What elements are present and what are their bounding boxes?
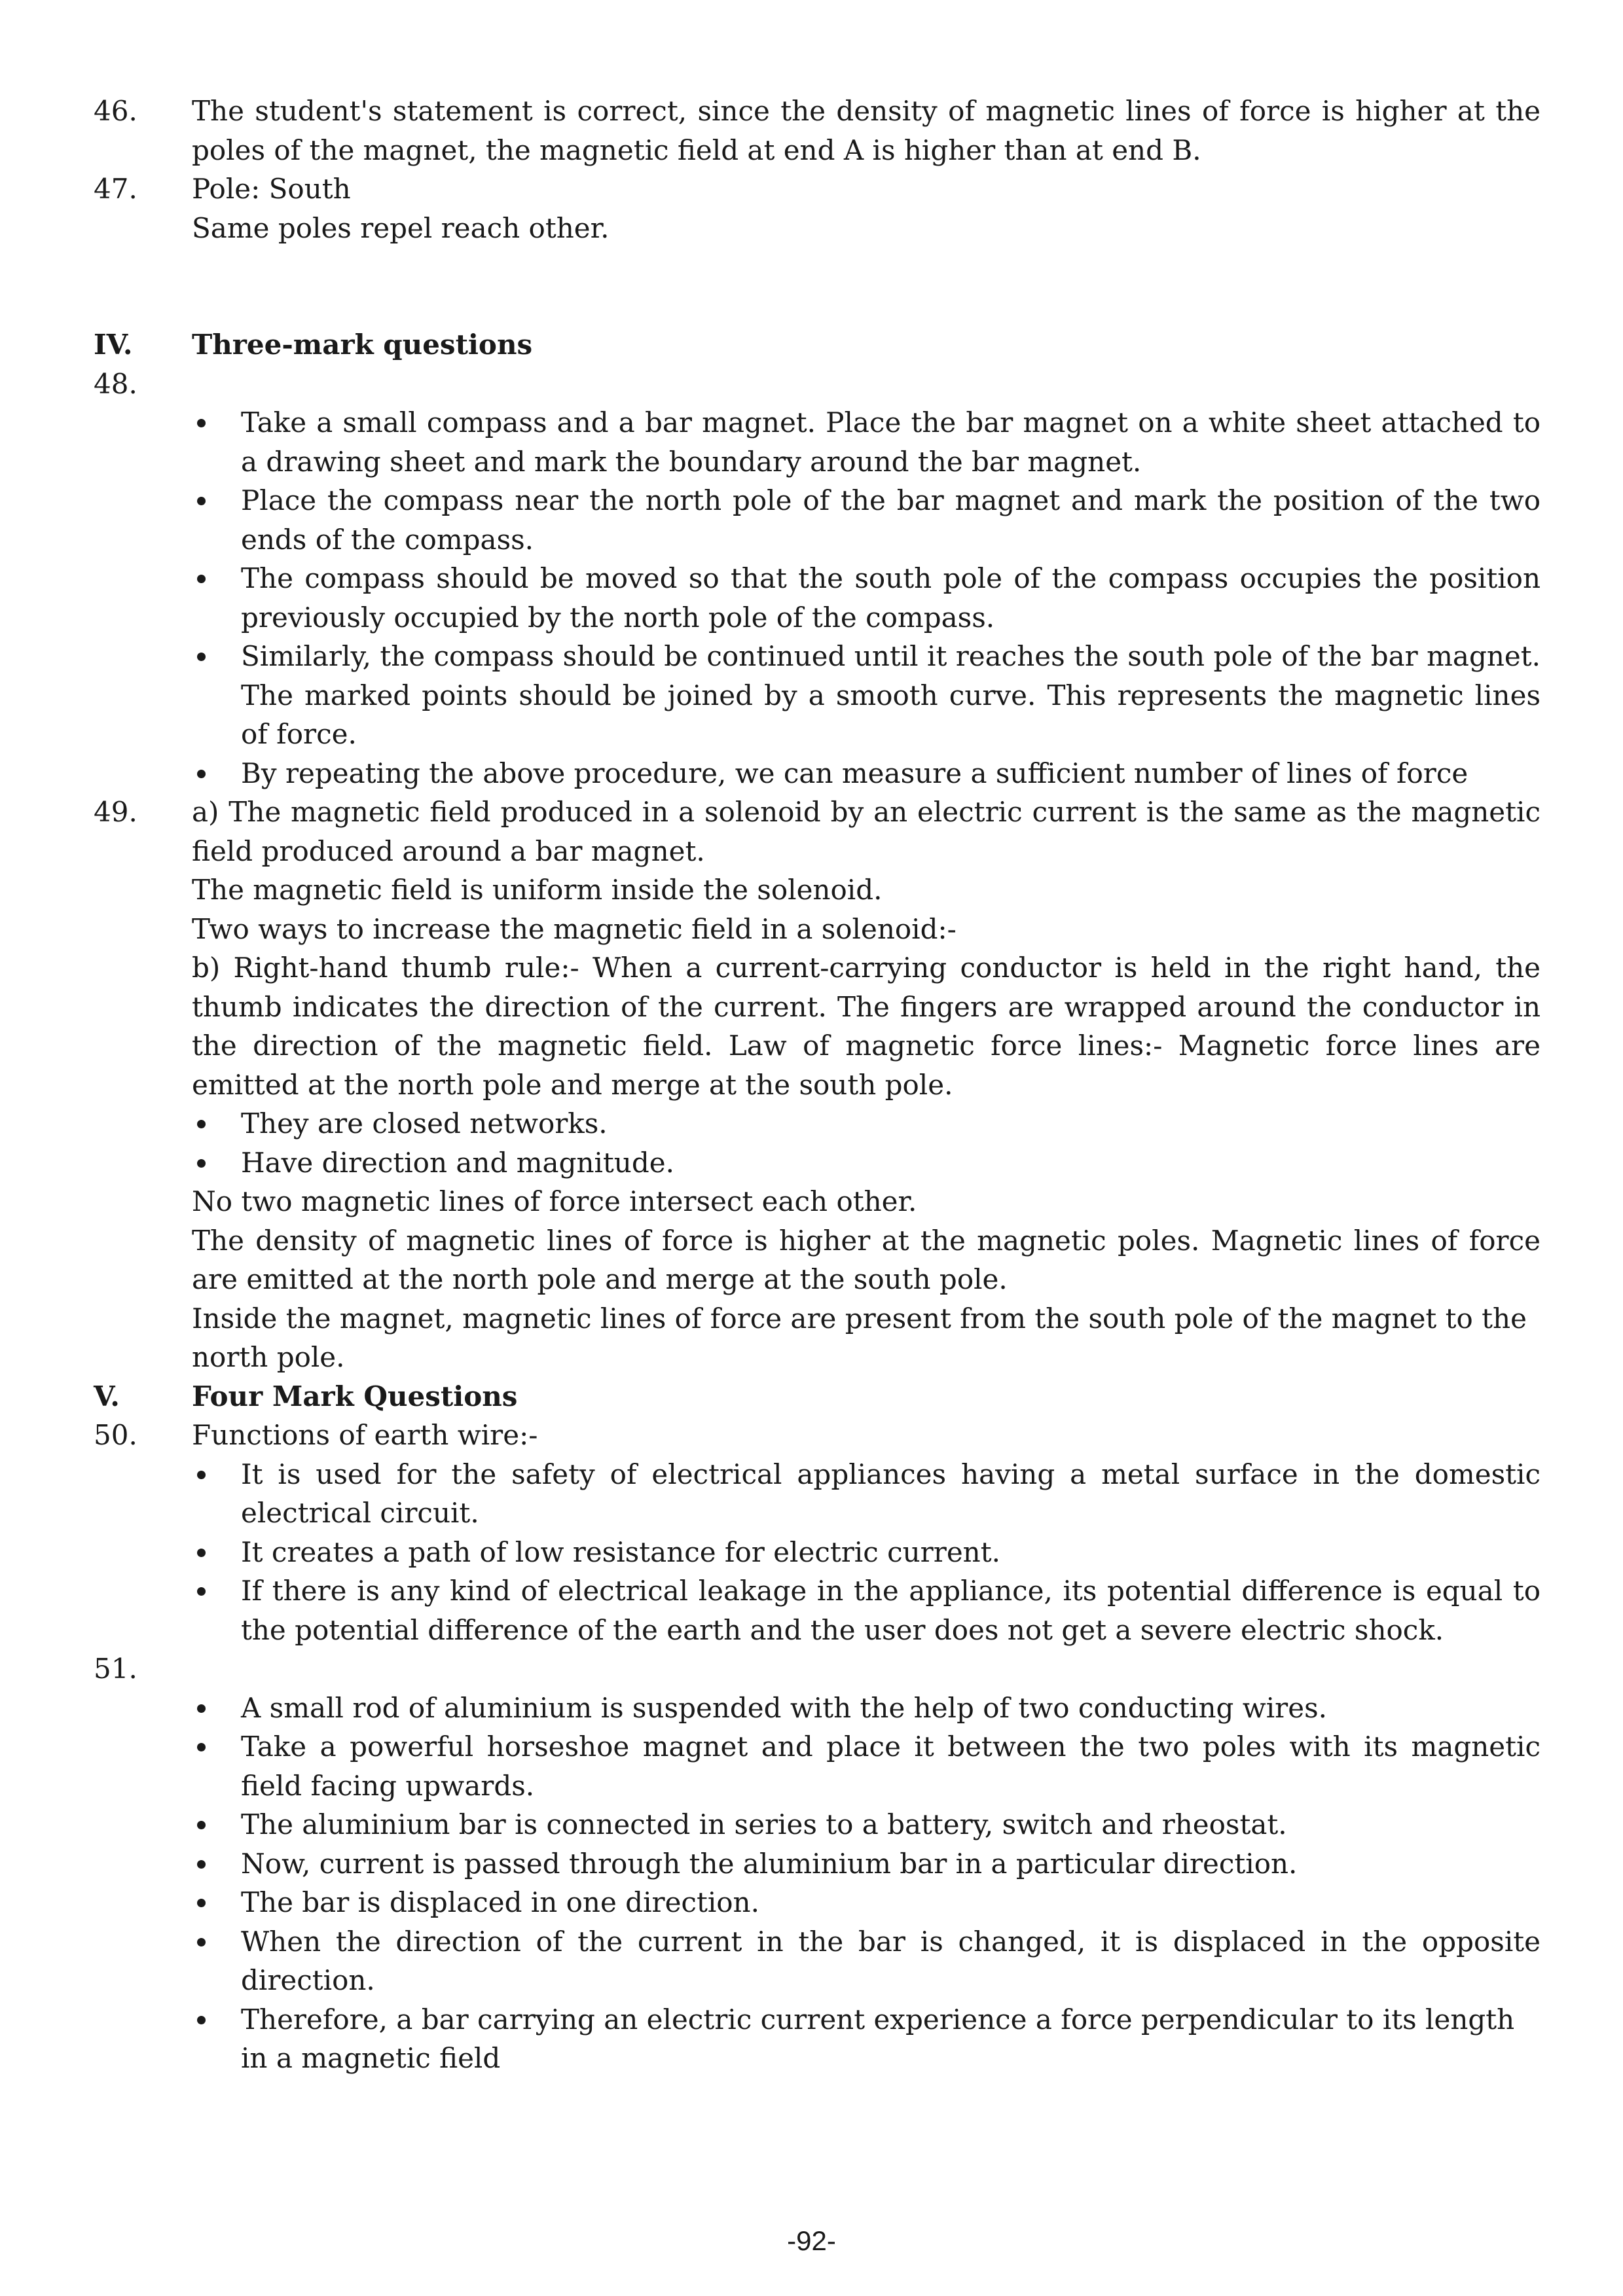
list-item: They are closed networks.: [192, 1104, 1541, 1143]
page-content: [94, 92, 1541, 2078]
answer-number: 51.: [94, 1653, 137, 1685]
answer-47: [94, 170, 1541, 247]
answer-line: Functions of earth wire:-: [192, 1419, 538, 1451]
list-item: Similarly, the compass should be continued until it reaches the south pole of the bar magnet. The marked points should be joined by a smooth curve. This represents the magnetic lines of force.: [192, 637, 1541, 754]
answer-number: 46.: [94, 95, 137, 127]
section-title: Three-mark questions: [192, 329, 533, 361]
answer-line: Pole: South: [192, 173, 351, 205]
answer-number: 47.: [94, 173, 137, 205]
answer-line: Two ways to increase the magnetic field in a solenoid:-: [192, 912, 957, 945]
answer-body: [192, 170, 1541, 247]
section-title: Four Mark Questions: [192, 1380, 518, 1412]
answer-number: 49.: [94, 796, 137, 828]
answer-line: No two magnetic lines of force intersect each other.: [192, 1185, 917, 1217]
answer-line: Inside the magnet, magnetic lines of force are present from the south pole of the magnet to the north pole.: [192, 1302, 1527, 1373]
answer-number: 50.: [94, 1419, 137, 1451]
list-item: By repeating the above procedure, we can measure a sufficient number of lines of force: [192, 754, 1541, 793]
answer-body: [192, 793, 1541, 1377]
list-item: The bar is displaced in one direction.: [192, 1883, 1541, 1922]
answer-paragraph: The density of magnetic lines of force is higher at the magnetic poles. Magnetic lines of force are emitted at the north pole and merge at the south pole.: [192, 1224, 1541, 1295]
list-item: It creates a path of low resistance for electric current.: [192, 1533, 1541, 1572]
section-number: IV.: [94, 329, 133, 361]
answer-line: Same poles repel reach other.: [192, 211, 610, 244]
list-item: Now, current is passed through the aluminium bar in a particular direction.: [192, 1844, 1541, 1884]
answer-46: [94, 92, 1541, 170]
list-item: When the direction of the current in the bar is changed, it is displaced in the opposite direction.: [192, 1922, 1541, 2000]
bullet-list: [192, 1689, 1541, 2078]
page-number: -92-: [787, 2225, 836, 2256]
answer-body: [192, 365, 1541, 404]
list-item: Have direction and magnitude.: [192, 1143, 1541, 1183]
list-item: If there is any kind of electrical leakage in the appliance, its potential difference is equal to the potential difference of the earth and the user does not get a severe electric shock.: [192, 1571, 1541, 1649]
list-item: A small rod of aluminium is suspended with the help of two conducting wires.: [192, 1689, 1541, 1728]
bullet-list: [192, 1455, 1541, 1650]
answer-body: [192, 1416, 1541, 1649]
answer-51: [94, 1649, 1541, 1689]
answer-paragraph: a) The magnetic field produced in a solenoid by an electric current is the same as the magnetic field produced around a bar magnet.: [192, 796, 1541, 867]
answer-body: [192, 1649, 1541, 1689]
answer-51-list: [94, 1689, 1541, 2078]
list-item: Take a small compass and a bar magnet. Place the bar magnet on a white sheet attached to a drawing sheet and mark the boundary around the bar magnet.: [192, 403, 1541, 481]
section-heading-v: [94, 1377, 1541, 1416]
list-item: Therefore, a bar carrying an electric current experience a force perpendicular to its length in a magnetic field: [192, 2000, 1541, 2078]
section-heading-iv: [94, 325, 1541, 365]
answer-48-list: [94, 403, 1541, 793]
list-item: The compass should be moved so that the south pole of the compass occupies the position previously occupied by the north pole of the compass.: [192, 559, 1541, 637]
answer-number: 48.: [94, 367, 137, 400]
answer-48: [94, 365, 1541, 404]
section-number: V.: [94, 1380, 120, 1412]
answer-49: [94, 793, 1541, 1377]
bullet-list: [192, 1104, 1541, 1182]
list-item: The aluminium bar is connected in series to a battery, switch and rheostat.: [192, 1805, 1541, 1844]
answer-50: [94, 1416, 1541, 1649]
answer-paragraph: b) Right-hand thumb rule:- When a current-carrying conductor is held in the right hand, the thumb indicates the direction of the current. The fingers are wrapped around the conductor in the direction of the magnetic field. Law of magnetic force lines:- Magnetic force lines are emitted at the north pole and merge at the south pole.: [192, 952, 1541, 1101]
list-item: Take a powerful horseshoe magnet and place it between the two poles with its magnetic field facing upwards.: [192, 1727, 1541, 1805]
section-gap: [94, 247, 1541, 325]
list-item: Place the compass near the north pole of the bar magnet and mark the position of the two ends of the compass.: [192, 481, 1541, 559]
answer-text: The student's statement is correct, since the density of magnetic lines of force is higher at the poles of the magnet, the magnetic field at end A is higher than at end B.: [192, 95, 1541, 166]
bullet-list: [192, 403, 1541, 793]
answer-line: The magnetic field is uniform inside the solenoid.: [192, 874, 883, 906]
list-item: It is used for the safety of electrical appliances having a metal surface in the domestic electrical circuit.: [192, 1455, 1541, 1533]
